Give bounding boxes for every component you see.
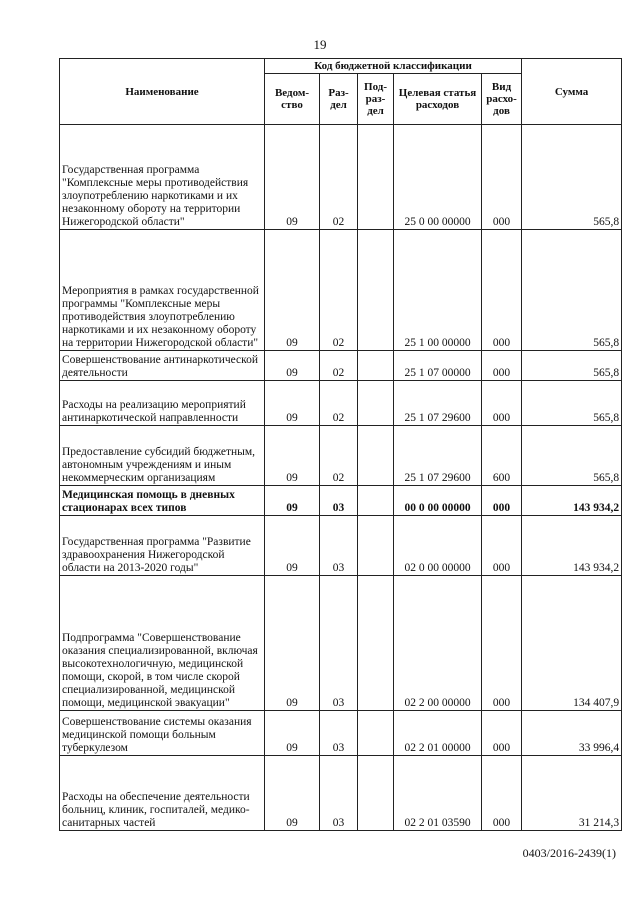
table-row — [60, 516, 622, 576]
cell-sum: 33 996,4 — [522, 711, 622, 756]
cell-sum: 143 934,2 — [522, 486, 622, 516]
cell-expense-type: 000 — [482, 516, 522, 576]
table-row — [60, 381, 622, 426]
cell-sum: 565,8 — [522, 230, 622, 351]
cell-expense-type: 600 — [482, 426, 522, 486]
header-section: Раз-дел — [320, 74, 358, 125]
cell-target-article: 02 2 01 00000 — [394, 711, 482, 756]
cell-department: 09 — [265, 711, 320, 756]
cell-section: 03 — [320, 486, 358, 516]
cell-name: Расходы на обеспечение деятельности больниц, клиник, госпиталей, медико-санитарных частей — [60, 756, 265, 831]
cell-department: 09 — [265, 486, 320, 516]
cell-sum: 565,8 — [522, 381, 622, 426]
table-row — [60, 125, 622, 230]
table-row — [60, 351, 622, 381]
header-classification: Код бюджетной классификации — [265, 59, 522, 74]
cell-name: Государственная программа "Развитие здравоохранения Нижегородской области на 2013-2020 годы" — [60, 516, 265, 576]
table-row — [60, 576, 622, 711]
cell-section: 02 — [320, 230, 358, 351]
cell-expense-type: 000 — [482, 486, 522, 516]
cell-expense-type: 000 — [482, 230, 522, 351]
cell-target-article: 25 1 00 00000 — [394, 230, 482, 351]
cell-target-article: 25 1 07 29600 — [394, 426, 482, 486]
cell-sum: 565,8 — [522, 125, 622, 230]
cell-subsection — [358, 576, 394, 711]
cell-name: Предоставление субсидий бюджетным, автономным учреждениям и иным некоммерческим организациям — [60, 426, 265, 486]
header-sum: Сумма — [522, 59, 622, 125]
table-body — [60, 125, 622, 831]
cell-department: 09 — [265, 576, 320, 711]
cell-expense-type: 000 — [482, 351, 522, 381]
table-row — [60, 711, 622, 756]
cell-department: 09 — [265, 230, 320, 351]
cell-section: 03 — [320, 576, 358, 711]
cell-target-article: 25 1 07 29600 — [394, 381, 482, 426]
cell-target-article: 25 0 00 00000 — [394, 125, 482, 230]
cell-section: 02 — [320, 381, 358, 426]
cell-subsection — [358, 125, 394, 230]
cell-subsection — [358, 756, 394, 831]
cell-expense-type: 000 — [482, 381, 522, 426]
cell-target-article: 25 1 07 00000 — [394, 351, 482, 381]
cell-department: 09 — [265, 351, 320, 381]
cell-sum: 143 934,2 — [522, 516, 622, 576]
cell-name: Совершенствование антинаркотической деятельности — [60, 351, 265, 381]
cell-expense-type: 000 — [482, 576, 522, 711]
budget-table — [59, 58, 622, 831]
cell-section: 02 — [320, 351, 358, 381]
cell-sum: 134 407,9 — [522, 576, 622, 711]
table-row — [60, 486, 622, 516]
cell-name: Государственная программа "Комплексные меры противодействия злоупотреблению наркотиками и их незаконному обороту на территории Нижегородской области" — [60, 125, 265, 230]
document-code: 0403/2016-2439(1) — [522, 846, 616, 860]
cell-section: 03 — [320, 756, 358, 831]
cell-expense-type: 000 — [482, 711, 522, 756]
cell-subsection — [358, 426, 394, 486]
cell-name: Расходы на реализацию мероприятий антинаркотической направленности — [60, 381, 265, 426]
cell-name: Медицинская помощь в дневных стационарах всех типов — [60, 486, 265, 516]
cell-subsection — [358, 230, 394, 351]
cell-subsection — [358, 381, 394, 426]
cell-department: 09 — [265, 516, 320, 576]
cell-sum: 565,8 — [522, 351, 622, 381]
header-target-article: Целевая статья расходов — [394, 74, 482, 125]
cell-subsection — [358, 486, 394, 516]
cell-target-article: 02 2 00 00000 — [394, 576, 482, 711]
cell-sum: 565,8 — [522, 426, 622, 486]
cell-section: 03 — [320, 711, 358, 756]
cell-department: 09 — [265, 381, 320, 426]
header-subsection: Под-раз-дел — [358, 74, 394, 125]
header-department: Ведом-ство — [265, 74, 320, 125]
cell-target-article: 02 2 01 03590 — [394, 756, 482, 831]
cell-name: Совершенствование системы оказания медицинской помощи больным туберкулезом — [60, 711, 265, 756]
page-number: 19 — [313, 37, 327, 52]
cell-section: 02 — [320, 125, 358, 230]
cell-name: Мероприятия в рамках государственной программы "Комплексные меры противодействия злоупотреблению наркотиками и их незаконному обороту на территории Нижегородской области" — [60, 230, 265, 351]
cell-department: 09 — [265, 756, 320, 831]
cell-section: 03 — [320, 516, 358, 576]
cell-expense-type: 000 — [482, 756, 522, 831]
cell-target-article: 02 0 00 00000 — [394, 516, 482, 576]
table-row — [60, 756, 622, 831]
table-row — [60, 230, 622, 351]
cell-sum: 31 214,3 — [522, 756, 622, 831]
cell-department: 09 — [265, 426, 320, 486]
cell-name: Подпрограмма "Совершенствование оказания специализированной, включая высокотехнологичную, медицинской помощи, скорой, в том числе скорой специализированной, медицинской помощи, медицинской эвакуации" — [60, 576, 265, 711]
cell-target-article: 00 0 00 00000 — [394, 486, 482, 516]
cell-subsection — [358, 351, 394, 381]
cell-section: 02 — [320, 426, 358, 486]
cell-subsection — [358, 711, 394, 756]
cell-department: 09 — [265, 125, 320, 230]
cell-expense-type: 000 — [482, 125, 522, 230]
header-expense-type: Вид расхо-дов — [482, 74, 522, 125]
header-name: Наименование — [60, 59, 265, 125]
table-row — [60, 426, 622, 486]
cell-subsection — [358, 516, 394, 576]
